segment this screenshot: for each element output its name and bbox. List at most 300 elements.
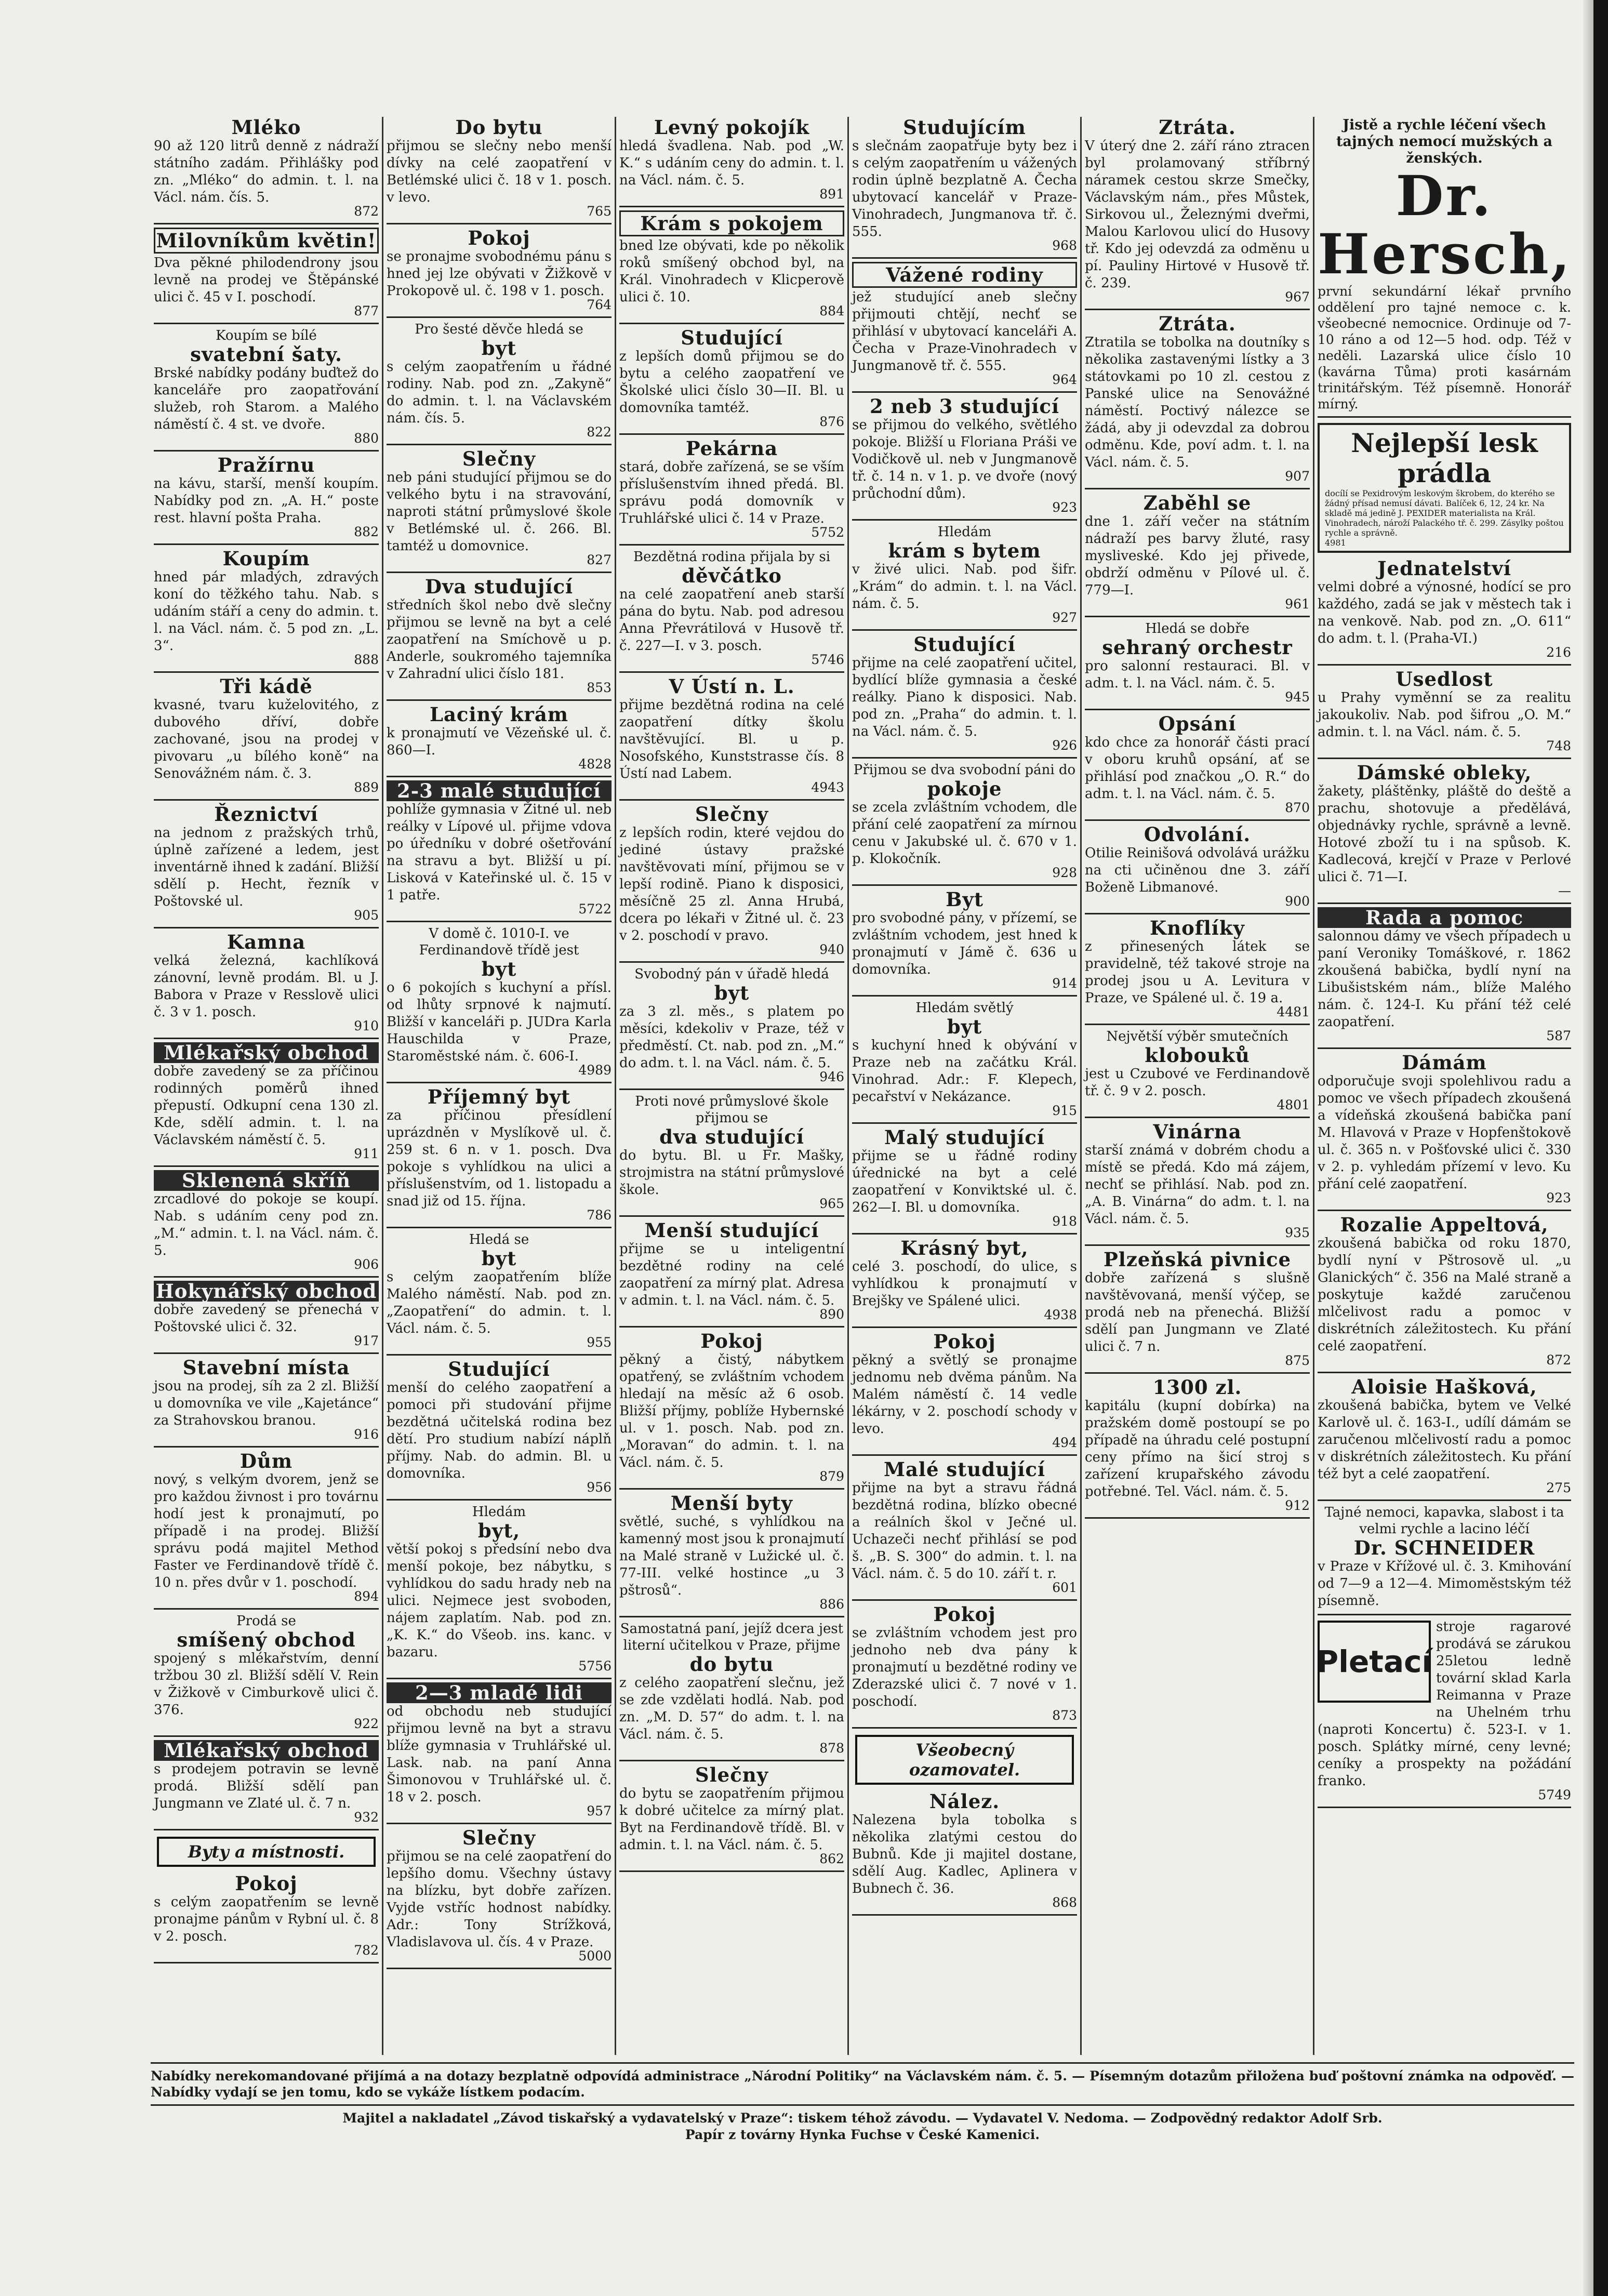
ad-divider <box>387 1227 612 1228</box>
classified-ad <box>1085 493 1310 612</box>
ad-number: 955 <box>587 1335 612 1350</box>
pletaci-logo: Pletací <box>1318 1621 1431 1703</box>
ad-divider <box>852 1727 1077 1729</box>
ad-divider <box>387 316 612 318</box>
classified-ad <box>1318 1618 1571 1802</box>
ad-body: kvasné, tvaru kuželovitého, z dubového dříví, dobře zachované, jsou na prodej v pivovaru „u bílého koně“ na Senovážném nám. č. 3. <box>154 697 379 781</box>
ad-heading: Mlékařský obchod <box>154 1740 379 1761</box>
ad-number: 876 <box>819 414 844 429</box>
ad-heading: Levný pokojík <box>654 117 810 139</box>
ad-body: z lepších rodin, které vejdou do jediné ústavy pražské navštěvovati míní, přijmou se v lepší rodině. Piano k disposici, měsíčně 25 zl. Anna Hrubá, dcera po lékaři v Žitné ul. č. 23 v 2. poschodí v pravo. <box>619 825 844 944</box>
ad-heading: Hokynářský obchod <box>154 1281 379 1302</box>
classified-ad <box>154 117 379 219</box>
classified-ad <box>1085 1028 1310 1112</box>
ad-heading: Kamna <box>227 931 306 953</box>
classified-ad <box>852 117 1077 253</box>
ad-body: z lepších domů přijmou se do bytu a celého zaopatření ve Školské ulici číslo 30—II. Bl. u domovníka tamtéž. <box>619 349 844 416</box>
ad-divider <box>852 884 1077 886</box>
ad-heading: svatební šaty. <box>190 343 342 366</box>
ad-number: 868 <box>1052 1895 1077 1910</box>
ad-heading: Pokoj <box>235 1872 298 1895</box>
ad-heading: Pekárna <box>685 437 778 460</box>
ad-body: dobře zařízená s slušně navštěvovaná, menší výčep, se prodá neb na přenechá. Bližší sdělí pan Jungmann ve Zlaté ulici č. 7 n. <box>1085 1270 1310 1355</box>
ad-number: 827 <box>587 552 612 567</box>
ad-heading: Laciný krám <box>429 703 569 726</box>
ad-number: 965 <box>819 1196 844 1211</box>
ad-divider <box>387 444 612 445</box>
ad-body: pěkný a světlý se pronajme jednomu neb dvěma pánům. Na Malém náměstí č. 14 vedle lékárny, v 2. poschodí schody v levo. <box>852 1352 1077 1437</box>
ad-body: 90 až 120 litrů denně z nádraží státního zadám. Přihlášky pod zn. „Mléko“ do admin. t. l. na Václ. nám. čís. 5. <box>154 138 379 205</box>
ad-heading: Nález. <box>929 1790 1000 1813</box>
ad-heading: Dům <box>240 1450 293 1472</box>
doctor-advert <box>1318 117 1571 412</box>
ad-divider <box>387 1499 612 1501</box>
ad-number: 946 <box>819 1069 844 1084</box>
ad-heading: Stavební místa <box>182 1356 350 1379</box>
ad-divider <box>1318 903 1571 904</box>
ad-body: dobře zavedený se přenechá v Poštovské ulici č. 32. <box>154 1302 379 1335</box>
ad-divider <box>852 519 1077 521</box>
ad-body: Otilie Reinišová odvolává urážku na cti učiněnou dne 3. září Boženě Libmanové. <box>1085 845 1310 895</box>
ad-body: v živé ulici. Nab. pod šifr. „Krám“ do admin. t. l. na Václ. nám. č. 5. <box>852 562 1077 612</box>
ad-divider <box>1085 1372 1310 1374</box>
ad-heading: Mlékařský obchod <box>154 1042 379 1063</box>
section-heading-box: Všeobecný ozamovatel. <box>855 1735 1074 1785</box>
ad-heading: byt <box>481 958 517 980</box>
ad-body: středních škol nebo dvě slečny přijmou se levně na byt a celé zaopatření na Smíchově u p. Anderle, soukromého tajemníka v Zahradní ulici číslo 181. <box>387 598 612 682</box>
ad-number: 915 <box>1052 1103 1077 1118</box>
ad-body: z celého zaopatření slečnu, jež se zde vzdělati hodlá. Nab. pod zn. „M. D. 57“ do adm. t. l. na Václ. nám. č. 5. <box>619 1675 844 1742</box>
ad-number: 923 <box>1546 1190 1571 1205</box>
ad-columns <box>151 117 1574 2055</box>
classified-ad <box>852 1459 1077 1595</box>
ad-number: 940 <box>819 942 844 957</box>
classified-ad <box>619 438 844 540</box>
ad-body: starší známá v dobrém chodu a místě se předá. Kdo má zájem, nechť se přihlásí. Nab. pod zn. „A. B. Vinárna“ do adm. t. l. na Václ. nám. č. 5. <box>1085 1143 1310 1227</box>
classified-ad <box>1318 907 1571 1043</box>
classified-ad <box>154 1170 379 1272</box>
ad-heading: Pokoj <box>933 1330 996 1353</box>
classified-ad <box>619 1493 844 1612</box>
ad-body: kdo chce za honorář části prací v oboru kruhů opsání, ať se přihlásí pod značkou „O. R.“ do adm. t. l. na Václ. nám. č. 5. <box>1085 735 1310 802</box>
ad-divider <box>1318 1210 1571 1211</box>
ad-column <box>616 117 849 2055</box>
ad-heading: Plzeňská pivnice <box>1103 1248 1292 1271</box>
ad-heading: Krásný byt, <box>900 1237 1029 1259</box>
ad-heading: Pokoj <box>700 1330 763 1352</box>
ad-body: zrcadlové do pokoje se koupí. Nab. s udáním ceny pod zn. „M.“ admin. t. l. na Václ. nám. č. 5. <box>154 1191 379 1258</box>
classified-ad <box>852 1127 1077 1229</box>
ad-divider <box>154 1038 379 1039</box>
classified-ad <box>619 1093 844 1211</box>
classified-ad <box>154 1281 379 1348</box>
ad-divider <box>387 572 612 573</box>
ad-number: 916 <box>354 1427 379 1442</box>
ad-heading: Řeznictví <box>214 803 318 826</box>
ad-body: s kuchyní hned k obývání v Praze neb na začátku Král. Vinohrad. Adr.: F. Klepech, pecařství v Nekázance. <box>852 1038 1077 1105</box>
ad-divider <box>154 323 379 324</box>
ad-divider <box>619 323 844 324</box>
ad-body: V úterý dne 2. září ráno ztracen byl prolamovaný stříbrný náramek cestou skrze Smečky, Václavským nám., přes Můstek, Sirkovou ul., Železnými dveřmi, Malou Karlovou ulicí do Husovy tř. Kdo jej odevzdá za odměnu u pí. Pauliny Hirtové v Husově tř. č. 239. <box>1085 138 1310 291</box>
ad-body: dobře zavedený se za příčinou rodinných poměrů ihned přepustí. Odkupní cena 130 zl. Kde, sdělí admin. t. l. na Václavském náměstí č. 5. <box>154 1064 379 1148</box>
ad-divider <box>1085 709 1310 710</box>
ad-heading: Pokoj <box>468 227 530 249</box>
ad-divider <box>154 1735 379 1737</box>
classified-ad <box>154 327 379 446</box>
classified-ad <box>852 1791 1077 1910</box>
classified-ad <box>1085 1377 1310 1513</box>
ad-subheading: V domě č. 1010-I. ve Ferdinandově třídě jest <box>419 926 579 958</box>
ad-divider <box>154 223 379 224</box>
classified-ad <box>387 117 612 219</box>
classified-ad <box>154 1357 379 1442</box>
ad-body: u Prahy vyměnní se za realitu jakoukoliv. Nab. pod šifrou „O. M.“ admin. t. l. na Václ. nám. č. 5. <box>1318 690 1571 740</box>
classified-ads-sheet <box>151 117 1574 2154</box>
classified-ad <box>387 1359 612 1495</box>
classified-ad <box>154 1613 379 1731</box>
ad-heading: Do bytu <box>455 117 543 139</box>
classified-ad <box>387 780 612 917</box>
ad-divider <box>387 921 612 922</box>
ad-heading: Rada a pomoc <box>1318 907 1571 928</box>
ad-heading: Opsání <box>1158 712 1237 735</box>
ad-number: 873 <box>1052 1708 1077 1723</box>
ad-body: do bytu se zaopatřením přijmou k dobré učitelce za mírný plat. Byt na Ferdinandově třídě. Bl. v admin. t. l. na Václ. nám. č. 5. <box>619 1786 844 1853</box>
ad-divider <box>852 1122 1077 1124</box>
ad-divider <box>619 1616 844 1617</box>
ad-divider <box>852 995 1077 997</box>
classified-ad <box>852 396 1077 515</box>
ad-heading: Studující <box>681 326 783 349</box>
ad-body: velmi dobré a výnosné, hodící se pro každého, zadá se jak v městech tak i na venkově. Nab. pod zn. „O. 611“ do adm. t. l. (Praha-VI.) <box>1318 579 1571 646</box>
ad-number: — <box>1558 883 1571 898</box>
classified-ad <box>387 704 612 772</box>
ad-divider <box>619 1760 844 1761</box>
ad-heading: byt, <box>477 1519 521 1542</box>
ad-heading: smíšený obchod <box>177 1628 356 1651</box>
classified-ad <box>852 762 1077 880</box>
ad-number: 765 <box>587 204 612 219</box>
ad-body: žakety, pláštěnky, pláště do deště a prachu, shotovuje a předělává, objednávky rychle, správně a levně. Hotové zboží tu i na spůsob. K. Kadlecová, krejčí v Praze v Perlové ulici č. 71—I. <box>1318 784 1571 885</box>
ad-number: 5752 <box>811 525 844 540</box>
ad-divider <box>387 1968 612 1969</box>
ad-divider <box>619 1488 844 1490</box>
ad-number: 4938 <box>1044 1307 1077 1322</box>
ad-heading: Zaběhl se <box>1143 492 1252 514</box>
ad-number: 870 <box>1285 800 1310 815</box>
classified-ad <box>1085 1249 1310 1368</box>
ad-number: 494 <box>1052 1435 1077 1450</box>
ad-body: se přijmou do velkého, světlého pokoje. Bližší u Floriana Práši ve Vodičkově ul. neb v Jungmanově tř. č. 14 n. v 1. p. ve dvoře (nový průchodní dům). <box>852 417 1077 501</box>
ad-heading: Koupím <box>222 547 310 570</box>
ad-body: na kávu, starší, menší koupím. Nabídky pod zn. „A. H.“ poste rest. hlavní pošta Praha. <box>154 476 379 526</box>
ad-heading: sehraný orchestr <box>1102 636 1293 659</box>
ad-number: 922 <box>354 1716 379 1731</box>
hersch-tagline: Jistě a rychle léčení všech tajných nemocí mužských a ženských. <box>1336 117 1553 166</box>
ad-heading: Menší byty <box>670 1492 793 1515</box>
ad-number: 862 <box>819 1851 844 1866</box>
ad-number: 275 <box>1546 1480 1571 1495</box>
ad-divider <box>619 961 844 963</box>
ad-body: odporučuje svoji spolehlivou radu a pomoc ve všech případech zkoušená a vídeňská zkoušená babička paní M. Hlavová v Praze v Hopfenštokově ul. č. 365 n. v Pošťovské ulici č. 330 v 2. p. vyhledám přízemí v levo. Ku přání celé zaopatření. <box>1318 1073 1571 1192</box>
ad-column <box>849 117 1082 2055</box>
ad-number: 907 <box>1285 469 1310 484</box>
classified-ad <box>1085 824 1310 909</box>
ad-divider <box>387 1082 612 1083</box>
ad-heading: Ztráta. <box>1159 117 1236 139</box>
ad-divider <box>154 927 379 928</box>
ad-heading: Menší studující <box>644 1219 819 1242</box>
ad-divider <box>154 1276 379 1278</box>
ad-number: 880 <box>354 431 379 446</box>
ad-number: 964 <box>1052 372 1077 387</box>
ad-body: přijme se u řádné rodiny úřednické na byt a celé zaopatření v Konviktské ul. č. 262—I. Bl. u domovníka. <box>852 1148 1077 1215</box>
ad-divider <box>1085 1244 1310 1246</box>
ad-body: neb páni studující přijmou se do velkého bytu i na stravování, naproti státní průmyslové škole v Betlémské ul. č. 266. Bl. tamtéž u domovnice. <box>387 470 612 554</box>
ad-divider <box>1085 1024 1310 1025</box>
ad-number: 957 <box>587 1803 612 1819</box>
ad-heading: Pražírnu <box>217 454 315 476</box>
classified-ad <box>154 228 379 318</box>
ad-divider <box>619 1215 844 1217</box>
ad-divider <box>387 1354 612 1356</box>
classified-ad <box>1085 313 1310 484</box>
ad-body: jsou na prodej, síh za 2 zl. Bližší u domovníka ve vile „Kajetánce“ za Strahovskou branou. <box>154 1378 379 1428</box>
ad-body: nový, s velkým dvorem, jenž se pro každou živnost i pro továrnu hodí jest k pronajmutí, po případě i na prodej. Bližší správu podá majitel Method Faster ve Ferdinandově třídě č. 10 n. přes dvůr v 1. poschodí. <box>154 1472 379 1590</box>
ad-number: 900 <box>1285 894 1310 909</box>
ad-divider <box>1318 1807 1571 1808</box>
ad-number: 935 <box>1285 1225 1310 1240</box>
ad-divider <box>387 699 612 701</box>
classified-ad <box>1318 1504 1571 1610</box>
ad-heading: Aloisie Hašková, <box>1351 1375 1537 1398</box>
ad-divider <box>1318 1047 1571 1049</box>
ad-body: stará, dobře zařízená, se se vším příslušenstvím ihned předá. Bl. správu podá domovník v Truhlářské ulici č. 14 v Praze. <box>619 459 844 526</box>
hersch-body: první sekundární lékař prvního oddělení pro tajné nemoce c. k. všeobecné nemocnice. Ordinuje od 7-10 ráno a od 12—5 hod. odp. Též v neděli. Lazarská ulice číslo 10 (kavárna Tůma) proti kasárnám trinitářským. Též písemně. Honorář mírný. <box>1318 284 1571 412</box>
ad-number: 928 <box>1052 865 1077 880</box>
ad-number: 910 <box>354 1018 379 1033</box>
ad-divider <box>1085 488 1310 489</box>
ad-column <box>1314 117 1574 2055</box>
ad-divider <box>1085 1517 1310 1519</box>
ad-heading: byt <box>714 981 750 1004</box>
ad-divider <box>1318 664 1571 666</box>
ad-heading: Slečny <box>695 1763 769 1786</box>
ad-heading: do bytu <box>689 1653 774 1676</box>
ad-number: 877 <box>354 303 379 318</box>
page-edge-shadow <box>1583 0 1593 2296</box>
ad-heading: Příjemný byt <box>427 1085 571 1108</box>
ad-column <box>1082 117 1314 2055</box>
ad-heading: Milovníkům květin! <box>154 228 379 254</box>
ad-divider <box>154 1829 379 1830</box>
ad-subheading: Hledá se <box>469 1232 529 1247</box>
ad-divider <box>154 1165 379 1167</box>
ad-body: přijmou se slečny nebo menší dívky na celé zaopatření v Betlémské ulici č. 18 v 1. posch. v levo. <box>387 138 612 205</box>
ad-divider <box>1085 1117 1310 1118</box>
classified-ad <box>387 1086 612 1223</box>
classified-ad <box>387 1682 612 1819</box>
classified-ad <box>387 321 612 440</box>
classified-ad <box>619 210 844 318</box>
ad-number: 4943 <box>811 780 844 795</box>
ad-divider <box>387 1823 612 1824</box>
ad-body: zkoušená babička, bytem ve Velké Karlově ul. č. 163-I., udílí dámám se zaručenou mlčelivostí radu a pomoc v diskrétních záležitostech. Ku přání též byt a celé zaopatření. <box>1318 1398 1571 1482</box>
classified-ad <box>1085 918 1310 1019</box>
ad-body: celé 3. poschodí, do ulice, s vyhlídkou k pronajmutí v Brejšky ve Spálené ulici. <box>852 1259 1077 1309</box>
paper-line: Papír z továrny Hynka Fuchse v České Kamenici. <box>685 2127 1040 2142</box>
ad-divider <box>852 391 1077 393</box>
ad-body: menší do celého zaopatření a pomoci při studování přijme bezdětná učitelská rodina bez dětí. Pro studium nabízí náplň příjmy. Nab. do admin. Bl. u domovníka. <box>387 1380 612 1481</box>
ad-number: 587 <box>1546 1028 1571 1043</box>
ad-divider <box>154 1446 379 1448</box>
ad-body: do bytu. Bl. u Fr. Mašky, strojmistra na státní průmyslové škole. <box>619 1148 844 1198</box>
ad-body: spojený s mlékařstvím, denní tržbou 30 zl. Bližší sdělí V. Rein v Žižkově v Cimburkově ulici č. 376. <box>154 1651 379 1718</box>
ad-body: hledá švadlena. Nab. pod „W. K.“ s udáním ceny do admin. t. l. na Václ. nám. č. 5. <box>619 138 844 188</box>
classified-ad <box>154 1873 379 1958</box>
ad-heading: Dámské obleky, <box>1357 761 1532 784</box>
ad-heading: Tři kádě <box>220 675 313 698</box>
ad-heading: V Ústí n. L. <box>669 675 795 698</box>
ad-heading: Jednatelství <box>1377 557 1511 580</box>
page-edge <box>1593 0 1608 2296</box>
ad-body: se zcela zvláštním vchodem, dle přání celé zaopatření za mírnou cenu v Jakubské ul. č. 670 v 1. p. Klokočník. <box>852 800 1077 867</box>
ad-number: 906 <box>354 1257 379 1272</box>
advert-headline: Nejlepší lesk prádla <box>1351 428 1538 488</box>
ad-body: s slečnám zaopatřuje byty bez i s celým zaopatřením u vážených rodin úplně bezplatně A. Čecha ubytovací kancelář v Praze-Vinohradech, Jungmanova tř. č. 555. <box>852 138 1077 240</box>
ad-body: přijme na celé zaopatření učitel, bydlící blíže gymnasia a české reálky. Piano k disposici. Nab. pod zn. „Praha“ do admin. t. l. na Václ. nám. č. 5. <box>852 655 1077 739</box>
ad-divider <box>619 1089 844 1090</box>
ad-divider <box>154 671 379 673</box>
ad-heading: Dr. SCHNEIDER <box>1353 1536 1535 1559</box>
ad-body: pěkný a čistý, nábytkem opatřený, se zvláštním vchodem hledají na měsíc až 6 osob. Bližší příjmy, poblíže Hybernské ul. v 1. posch. Nab. pod zn. „Moravan“ do admin. t. l. na Václ. nám. č. 5. <box>619 1352 844 1470</box>
ad-number: 911 <box>354 1146 379 1161</box>
ad-body: se pronajme svobodnému pánu s hned jej lze obývati v Žižkově v Prokopově ul. č. 198 v 1. posch. <box>387 249 612 299</box>
ad-number: 918 <box>1052 1214 1077 1229</box>
advert-number: 4981 <box>1325 538 1346 548</box>
ad-number: 956 <box>587 1480 612 1495</box>
ad-number: 5756 <box>578 1658 612 1674</box>
classified-ad <box>619 117 844 202</box>
classified-ad <box>154 676 379 795</box>
classified-ad <box>1085 117 1310 304</box>
ad-number: 5000 <box>578 1948 612 1963</box>
ad-divider <box>154 450 379 452</box>
ad-number: 891 <box>819 187 844 202</box>
ad-number: 932 <box>354 1810 379 1825</box>
ad-number: 822 <box>587 424 612 440</box>
ad-heading: dva studující <box>659 1125 804 1148</box>
ad-body: velká železná, kachlíková zánovní, levně prodám. Bl. u J. Babora v Praze v Resslově ulici č. 3 v 1. posch. <box>154 953 379 1020</box>
ad-divider <box>619 1870 844 1872</box>
ad-number: 853 <box>587 680 612 695</box>
ad-number: 5746 <box>811 652 844 667</box>
ad-column <box>151 117 383 2055</box>
ad-heading: Dámám <box>1402 1051 1487 1074</box>
ad-divider <box>387 776 612 777</box>
ad-divider <box>387 223 612 224</box>
ad-body: s celým zaopatřením blíže Malého náměstí. Nab. pod zn. „Zaopatření“ do admin. t. l. Václ. nám. č. 5. <box>387 1269 612 1336</box>
ad-body: za příčinou přesídlení uprázdněn v Myslíkově ul. č. 259 st. 6 n. v 1. posch. Dva pokoje s vyhlídkou na ulici a příslušenstvím, od 1. listopadu a snad již od 15. října. <box>387 1108 612 1209</box>
ad-body: bned lze obývati, kde po několik roků smíšený obchod byl, na Král. Vinohradech v Klicperově ulici č. 10. <box>619 238 844 305</box>
ad-number: 968 <box>1052 238 1077 253</box>
ad-heading: Ztráta. <box>1159 312 1236 335</box>
classified-ad <box>387 1231 612 1350</box>
ad-number: 216 <box>1546 645 1571 660</box>
ad-heading: Dva studující <box>424 575 574 598</box>
ad-heading: Studující <box>913 633 1016 656</box>
ad-heading: byt <box>481 1247 517 1270</box>
ad-divider <box>1318 1499 1571 1501</box>
ad-number: 764 <box>587 297 612 312</box>
ad-body: přijme na byt a stravu řádná bezdětná rodina, blízko obecné a reálních škol v Ječné ul. Uchazeči nechť přihlásí se pod š. „B. S. 300“ do admin. t. l. na Václ. nám. č. 5 do 10. září t. r. <box>852 1480 1077 1582</box>
ad-divider <box>619 1326 844 1328</box>
ad-heading: byt <box>947 1015 982 1038</box>
ad-number: 878 <box>819 1741 844 1756</box>
classified-ad <box>619 804 844 957</box>
ad-column <box>383 117 616 2055</box>
ad-divider <box>154 1608 379 1610</box>
ad-heading: Byt <box>946 888 984 911</box>
ad-body: Brské nabídky podány buďtež do kanceláře pro zaopatřování služeb, roh Starom. a Malého náměstí č. 4 st. ve dvoře. <box>154 365 379 432</box>
ad-heading: 1300 zl. <box>1152 1376 1242 1399</box>
ad-divider <box>852 1454 1077 1456</box>
classified-ad <box>1085 620 1310 705</box>
ad-number: 882 <box>354 524 379 539</box>
ad-number: 888 <box>354 652 379 667</box>
classified-ad <box>852 634 1077 753</box>
classified-ad <box>852 1000 1077 1118</box>
ad-divider <box>1318 1614 1571 1615</box>
classified-ad <box>387 1827 612 1963</box>
ad-body: pohlíže gymnasia v Žitné ul. neb reálky v Lípové ul. přijme vdova po úředníku v dobré ošetřování na stravu a byt. Bližší u pí. Lisková v Kateřinské ul. č. 15 v 1 patře. <box>387 802 612 903</box>
ad-heading: děvčátko <box>682 564 782 587</box>
ad-body: jež studující aneb slečny přijmouti chtějí, nechť se přihlásí v ubytovací kanceláři A. Čecha v Praze-Vinohradech v Jungmanově tř. č. 555. <box>852 289 1077 374</box>
ad-heading: Slečny <box>695 803 769 826</box>
ad-body: přijme se u inteligentní bezdětné rodiny na celé zaopatření za mírný plat. Adresa v admin. t. l. na Václ. nám. č. 5. <box>619 1241 844 1308</box>
ad-number: 890 <box>819 1307 844 1322</box>
ad-body: Nalezena byla tobolka s několika zlatými cestou do Bubnů. Kde ji majitel dostane, sdělí Aug. Kadlec, Aplinera v Bubnech č. 36. <box>852 1812 1077 1896</box>
ad-number: 914 <box>1052 976 1077 991</box>
classified-ad <box>619 1220 844 1322</box>
classified-ad <box>619 676 844 795</box>
ad-body: se zvláštním vchodem jest pro jednoho neb dva pány k pronajmutí u bezdětné rodiny ve Zderazské ulici č. 7 nové v 1. poschodí. <box>852 1625 1077 1709</box>
classified-ad <box>619 327 844 429</box>
classified-ad <box>1085 1121 1310 1240</box>
ad-divider <box>852 1914 1077 1916</box>
classified-ad <box>154 1042 379 1161</box>
classified-ad <box>1318 762 1571 898</box>
classified-ad <box>1318 558 1571 660</box>
ad-body: na celé zaopatření aneb starší pána do bytu. Nab. pod adresou Anna Převrátilová v Husově tř. č. 227—I. v 3. posch. <box>619 587 844 654</box>
ad-body: přijmou se na celé zaopatření do lepšího domu. Všechny ústavy na blízku, byt dobře zařízen. Vyjde vstříc hodnost nabídky. Adr.: Tony Strížková, Vladislavova ul. čís. 4 v Praze. <box>387 1849 612 1950</box>
ad-number: 875 <box>1285 1353 1310 1368</box>
ad-body: světlé, suché, s vyhlídkou na kamenný most jsou k pronajmutí na Malé straně v Lužické ul. č. 77-III. velké hostince „u 3 pštrosů“. <box>619 1514 844 1598</box>
ad-number: 886 <box>819 1597 844 1612</box>
ad-divider <box>852 629 1077 631</box>
classified-ad <box>852 1604 1077 1723</box>
ad-heading: pokoje <box>927 777 1002 800</box>
ad-body: Ztratila se tobolka na doutníky s několika zastavenými lístky a 3 státovkami po 10 zl. cestou z Panské ulice na Senovážné náměstí. Poctivý nálezce se žádá, aby ji odevzdal za dobrou odměnu. Kde, poví adm. t. l. na Václ. nám. č. 5. <box>1085 335 1310 470</box>
ad-divider <box>619 799 844 801</box>
advert-body: docílí se Pexidrovým leskovým škrobem, do kterého se žádný přísad nemusí dávati. Balíček 6, 12, 24 kr. Na skladě má jedině J. PEXIDER materialista na Král. Vinohradech, nároží Palackého tř. č. 299. Zásylky poštou rychle a správně. <box>1325 488 1564 538</box>
ad-number: 782 <box>354 1943 379 1958</box>
ad-heading: Odvolání. <box>1144 823 1251 846</box>
ad-heading: Pokoj <box>933 1603 996 1626</box>
starch-advert <box>1318 423 1571 553</box>
ad-subheading: Koupím se bílé <box>216 328 317 343</box>
ad-number: 894 <box>354 1589 379 1604</box>
